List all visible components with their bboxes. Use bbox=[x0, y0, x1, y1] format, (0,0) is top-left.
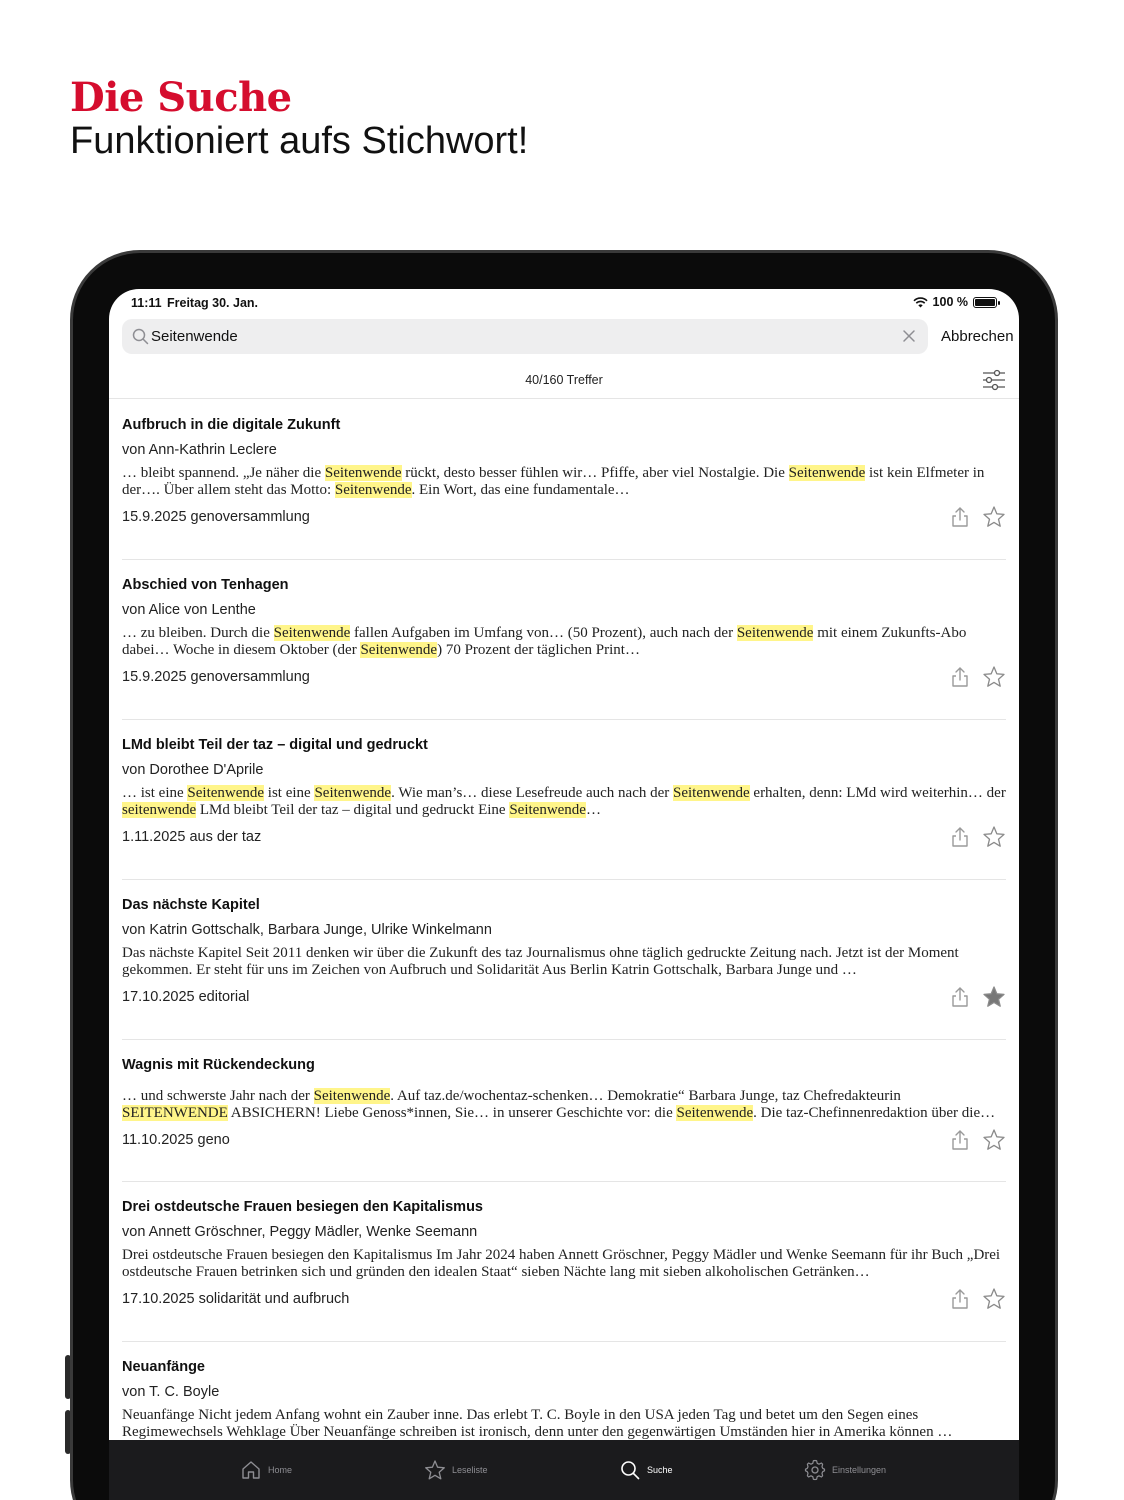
result-snippet bbox=[122, 785, 1007, 819]
cancel-button[interactable]: Abbrechen bbox=[941, 328, 1014, 345]
result-title[interactable]: Wagnis mit Rückendeckung bbox=[122, 1057, 315, 1073]
snippet-text: rückt, desto besser fühlen wir… Pfiffe, aber viel Nostalgie. Die bbox=[401, 465, 789, 481]
result-author: von Katrin Gottschalk, Barbara Junge, Ulrike Winkelmann bbox=[122, 922, 492, 938]
bookmark-star-button[interactable] bbox=[982, 1287, 1006, 1311]
result-date-section: 15.9.2025 genoversammlung bbox=[122, 669, 310, 685]
search-term-highlight: seitenwende bbox=[122, 802, 197, 818]
result-item[interactable] bbox=[122, 1182, 1006, 1342]
snippet-text: ABSICHERN! Liebe Genoss*innen, Sie… in unserer Geschichte vor: die bbox=[227, 1105, 677, 1121]
share-button[interactable] bbox=[950, 1129, 970, 1151]
snippet-text: Drei ostdeutsche Frauen besiegen den Kapitalismus Im Jahr 2024 haben Annett Gröschner, Peggy Mädler und Wenke Seemann für ihr Buch „Drei ostdeutsche Frauen betrinken sich und gründen den idealen Staat“ sieben Nächte lang mit sieben alkoholischen Getränken… bbox=[122, 1247, 1001, 1280]
share-button[interactable] bbox=[950, 666, 970, 688]
result-item[interactable] bbox=[122, 880, 1006, 1040]
search-term-highlight: Seitenwende bbox=[788, 465, 866, 481]
snippet-text: Das nächste Kapitel Seit 2011 denken wir über die Zukunft des taz Journalismus ohne täglich gedruckte Zeitung nach. Jetzt ist der Moment gekommen. Er steht für uns im Zeichen von Aufbruch und Solidarität Aus Berlin Katrin Gottschalk, Barbara Junge und … bbox=[122, 945, 959, 978]
star-icon bbox=[982, 1287, 1006, 1311]
bookmark-star-button[interactable] bbox=[982, 985, 1006, 1009]
result-item[interactable] bbox=[122, 400, 1006, 560]
search-term-highlight: Seitenwende bbox=[187, 785, 265, 801]
result-title[interactable]: LMd bleibt Teil der taz – digital und gedruckt bbox=[122, 737, 428, 753]
snippet-text: . Auf taz.de/wochentaz-schenken… Demokratie“ Barbara Junge, taz Chefredakteurin bbox=[390, 1088, 901, 1104]
tab-einstellungen[interactable] bbox=[804, 1440, 886, 1500]
star-icon bbox=[982, 1128, 1006, 1152]
search-bar bbox=[122, 319, 928, 354]
hit-count: 40/160 Treffer bbox=[525, 373, 603, 387]
search-term-highlight: Seitenwende bbox=[334, 482, 412, 498]
tab-leseliste[interactable] bbox=[424, 1440, 488, 1500]
snippet-text: . Ein Wort, das eine fundamentale… bbox=[411, 482, 630, 498]
search-results-list bbox=[109, 400, 1019, 1440]
star-icon bbox=[982, 825, 1006, 849]
results-header bbox=[109, 361, 1019, 399]
status-indicators bbox=[913, 295, 997, 309]
status-date: Freitag 30. Jan. bbox=[167, 296, 259, 310]
result-date-section: 17.10.2025 editorial bbox=[122, 989, 250, 1005]
search-term-highlight: Seitenwende bbox=[736, 625, 814, 641]
result-snippet bbox=[122, 1088, 1007, 1122]
search-term-highlight: Seitenwende bbox=[273, 625, 351, 641]
share-button[interactable] bbox=[950, 826, 970, 848]
result-date-section: 15.9.2025 genoversammlung bbox=[122, 509, 310, 525]
result-snippet bbox=[122, 1247, 1007, 1281]
tab-bar bbox=[109, 1440, 1019, 1500]
search-term-highlight: Seitenwende bbox=[509, 802, 586, 818]
snippet-text: … bbox=[585, 802, 601, 818]
tab-label: Home bbox=[268, 1465, 293, 1475]
battery-icon bbox=[973, 297, 997, 308]
result-date-section: 11.10.2025 geno bbox=[122, 1132, 230, 1148]
snippet-text: … bleibt spannend. „Je näher die bbox=[122, 465, 325, 481]
snippet-text: ist eine bbox=[264, 785, 315, 801]
snippet-text: fallen Aufgaben im Umfang von… (50 Prozent), auch nach der bbox=[350, 625, 737, 641]
share-icon bbox=[950, 826, 970, 848]
search-term-highlight: Seitenwende bbox=[324, 465, 402, 481]
status-bar bbox=[109, 289, 1019, 317]
filter-sliders-icon[interactable] bbox=[981, 368, 1007, 392]
search-term-highlight: Seitenwende bbox=[673, 785, 750, 801]
result-snippet bbox=[122, 625, 1007, 659]
search-term-highlight: Seitenwende bbox=[313, 1088, 391, 1104]
snippet-text: LMd bleibt Teil der taz – digital und gedruckt Eine bbox=[196, 802, 510, 818]
share-button[interactable] bbox=[950, 506, 970, 528]
promo-subtitle: Funktioniert aufs Stichwort! bbox=[70, 120, 529, 162]
search-term-highlight: SEITENWENDE bbox=[122, 1105, 228, 1121]
snippet-text: erhalten, denn: LMd wird weiterhin… der bbox=[749, 785, 1006, 801]
result-title[interactable]: Abschied von Tenhagen bbox=[122, 577, 289, 593]
result-author: von Alice von Lenthe bbox=[122, 602, 256, 618]
battery-percent: 100 % bbox=[932, 295, 968, 309]
snippet-text: . Wie man’s… diese Lesefreude auch nach der bbox=[391, 785, 674, 801]
result-author: von Annett Gröschner, Peggy Mädler, Wenke Seemann bbox=[122, 1224, 478, 1240]
share-icon bbox=[950, 1288, 970, 1310]
search-input[interactable] bbox=[151, 319, 891, 354]
result-title[interactable]: Das nächste Kapitel bbox=[122, 897, 260, 913]
search-icon bbox=[619, 1459, 641, 1481]
search-term-highlight: Seitenwende bbox=[676, 1105, 754, 1121]
star-icon bbox=[982, 985, 1006, 1009]
snippet-text: … und schwerste Jahr nach der bbox=[122, 1088, 314, 1104]
result-item[interactable] bbox=[122, 1040, 1006, 1182]
snippet-text: ) 70 Prozent der täglichen Print… bbox=[437, 642, 640, 658]
bookmark-star-button[interactable] bbox=[982, 825, 1006, 849]
star-icon bbox=[982, 505, 1006, 529]
result-author: von Dorothee D'Aprile bbox=[122, 762, 264, 778]
snippet-text: Neuanfänge Nicht jedem Anfang wohnt ein Zauber inne. Das erlebt T. C. Boyle in den USA jeden Tag und betet um den Segen eines Regimewechsels Wehklage Über Neuanfänge schreiben ist ironisch, denn unter den gegenwärtigen Umständen hier in Amerika können … bbox=[122, 1407, 953, 1440]
result-snippet bbox=[122, 945, 1007, 979]
tab-label: Leseliste bbox=[452, 1465, 488, 1475]
result-item[interactable] bbox=[122, 1342, 1006, 1440]
tab-label: Einstellungen bbox=[832, 1465, 887, 1475]
star-icon bbox=[424, 1459, 446, 1481]
result-author: von Ann-Kathrin Leclere bbox=[122, 442, 277, 458]
share-button[interactable] bbox=[950, 986, 970, 1008]
promo-title: Die Suche bbox=[70, 74, 292, 121]
snippet-text: … zu bleiben. Durch die bbox=[122, 625, 274, 641]
snippet-text: . Die taz-Chefinnenredaktion über die… bbox=[753, 1105, 996, 1121]
result-title[interactable]: Drei ostdeutsche Frauen besiegen den Kapitalismus bbox=[122, 1199, 483, 1215]
result-item[interactable] bbox=[122, 720, 1006, 880]
search-term-highlight: Seitenwende bbox=[360, 642, 438, 658]
result-snippet bbox=[122, 465, 1007, 499]
app-screen bbox=[109, 289, 1019, 1500]
result-date-section: 17.10.2025 solidarität und aufbruch bbox=[122, 1291, 350, 1307]
share-icon bbox=[950, 986, 970, 1008]
home-icon bbox=[240, 1459, 262, 1481]
share-button[interactable] bbox=[950, 1288, 970, 1310]
bookmark-star-button[interactable] bbox=[982, 505, 1006, 529]
search-term-highlight: Seitenwende bbox=[314, 785, 392, 801]
star-icon bbox=[982, 665, 1006, 689]
bookmark-star-button[interactable] bbox=[982, 665, 1006, 689]
snippet-text: ist kein Elfmeter in der…. Über allem steht das Motto: bbox=[122, 465, 985, 498]
share-icon bbox=[950, 1129, 970, 1151]
bookmark-star-button[interactable] bbox=[982, 1128, 1006, 1152]
gear-icon bbox=[804, 1459, 826, 1481]
snippet-text: mit einem Zukunfts-Abo dabei… Woche in diesem Oktober (der bbox=[122, 625, 967, 658]
result-author: von T. C. Boyle bbox=[122, 1384, 220, 1400]
tab-suche[interactable] bbox=[619, 1440, 673, 1500]
status-time: 11:11 bbox=[131, 296, 162, 310]
result-item[interactable] bbox=[122, 560, 1006, 720]
tab-label: Suche bbox=[647, 1465, 673, 1475]
result-date-section: 1.11.2025 aus der taz bbox=[122, 829, 262, 845]
clear-icon[interactable] bbox=[902, 329, 916, 343]
result-snippet bbox=[122, 1407, 1007, 1440]
snippet-text: … ist eine bbox=[122, 785, 188, 801]
search-icon bbox=[132, 328, 149, 345]
result-title[interactable]: Aufbruch in die digitale Zukunft bbox=[122, 417, 341, 433]
share-icon bbox=[950, 666, 970, 688]
tab-home[interactable] bbox=[240, 1440, 292, 1500]
result-title[interactable]: Neuanfänge bbox=[122, 1359, 205, 1375]
share-icon bbox=[950, 506, 970, 528]
wifi-icon bbox=[913, 297, 928, 308]
